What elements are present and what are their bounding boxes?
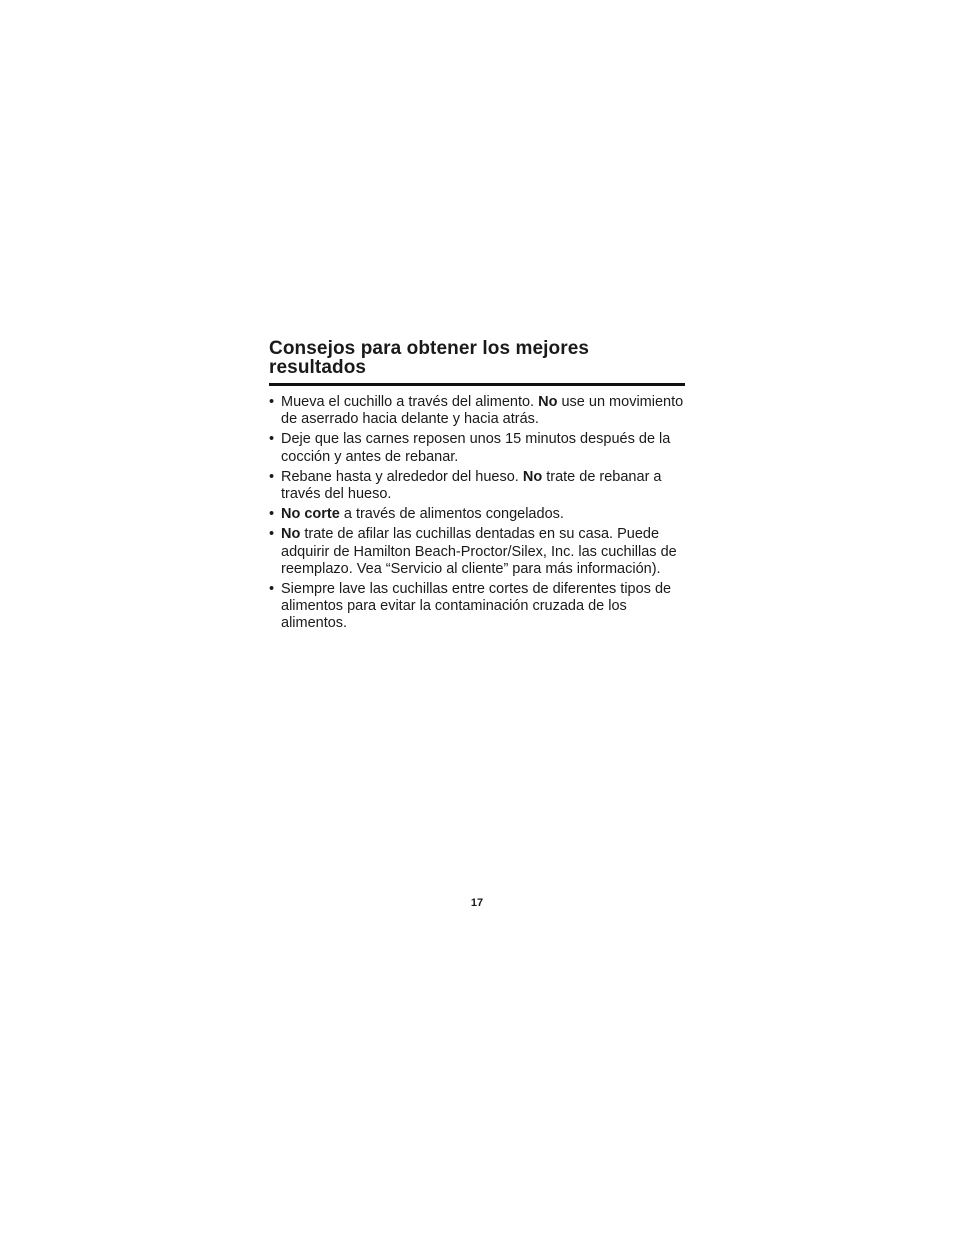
tip-text [281, 506, 564, 522]
tip-item [269, 506, 685, 523]
tip-text [281, 431, 670, 464]
tip-text-part: use un movimiento de aserrado hacia delante y hacia atrás. [281, 394, 684, 428]
tip-item [269, 581, 685, 633]
tip-text-part: Rebane hasta y alrededor del hueso. [281, 468, 523, 485]
tip-text-part: a través de alimentos congelados. [339, 506, 564, 523]
page-number: 17 [470, 897, 484, 909]
tip-text-part: Siempre lave las cuchillas entre cortes de diferentes tipos de alimentos para evitar la contaminación cruzada de los alimentos. [281, 581, 672, 632]
tip-item [269, 526, 685, 578]
tip-text-part: Deje que las carnes reposen unos 15 minutos después de la cocción y antes de rebanar. [281, 431, 671, 465]
bullet-icon: • [269, 581, 275, 598]
tip-emphasis: No [522, 468, 543, 485]
tip-text [281, 394, 683, 427]
tip-text-part: trate de rebanar a través del hueso. [281, 468, 662, 503]
bullet-icon: • [269, 394, 275, 410]
section-title: Consejos para obtener los mejores resultados [269, 339, 685, 386]
bullet-icon: • [269, 468, 275, 485]
tip-text [281, 469, 662, 502]
bullet-icon: • [269, 506, 275, 523]
tip-emphasis: No [281, 526, 301, 543]
tip-item [269, 469, 685, 503]
bullet-icon: • [269, 526, 275, 543]
bullet-icon: • [269, 431, 275, 448]
tip-emphasis: No [538, 394, 558, 410]
tip-text-part: Mueva el cuchillo a través del alimento. [281, 394, 539, 410]
tip-text [281, 581, 671, 631]
tip-item [269, 394, 685, 428]
tip-text-part: trate de afilar las cuchillas dentadas en su casa. Puede adquirir de Hamilton Beach-Proctor/Silex, Inc. las cuchillas de reemplazo. Vea “Servicio al cliente” para más información). [281, 526, 677, 577]
tip-text [281, 526, 677, 576]
tip-emphasis: No corte [281, 506, 340, 523]
tips-list [269, 394, 685, 633]
tips-section [269, 339, 685, 636]
tip-item [269, 431, 685, 465]
